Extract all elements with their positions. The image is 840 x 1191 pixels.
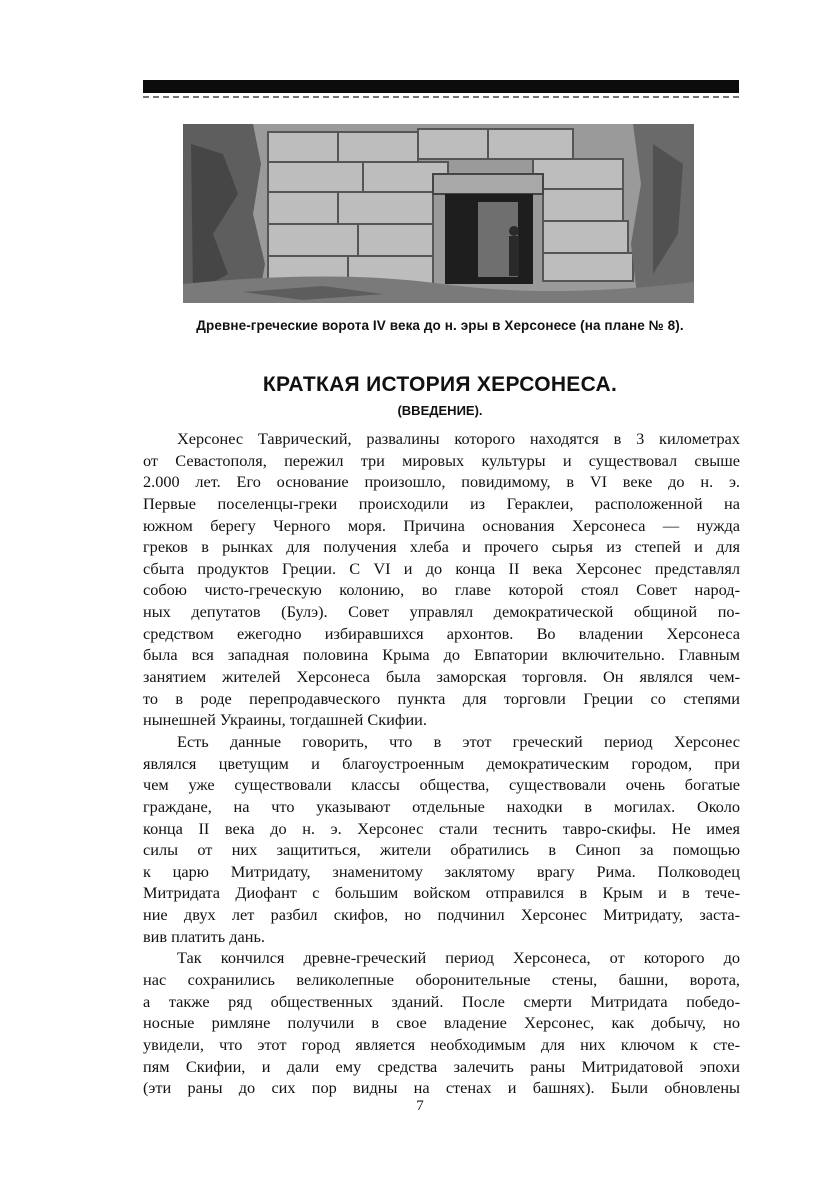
text-line: конца II века до н. э. Херсонес стали теснить тавро-скифы. Не имея bbox=[143, 818, 740, 838]
text-line: нынешней Украины, тогдашней Скифии. bbox=[143, 710, 427, 730]
ancient-gate-photo bbox=[183, 124, 694, 303]
text-line: ных депутатов (Булэ). Совет управлял демократической общиной по- bbox=[143, 602, 740, 622]
text-line: Первые поселенцы-греки происходили из Гераклеи, расположенной на bbox=[143, 493, 740, 513]
page-number: 7 bbox=[416, 1098, 424, 1114]
text-line: 2.000 лет. Его основание произошло, повидимому, в VI веке до н. э. bbox=[143, 472, 740, 492]
text-line: собою чисто-греческую колонию, во главе которой стоял Совет народ- bbox=[143, 580, 740, 600]
text-line: вив платить дань. bbox=[143, 926, 265, 946]
text-line: Есть данные говорить, что в этот греческий период Херсонес bbox=[177, 731, 740, 751]
text-line: являлся цветущим и благоустроенным демократическим городом, при bbox=[143, 753, 740, 773]
text-line: а также ряд общественных зданий. После смерти Митридата победо- bbox=[143, 991, 740, 1011]
article-body bbox=[143, 428, 740, 1099]
text-line: то в роде перепродавческого пункта для торговли Греции со степями bbox=[143, 688, 740, 708]
text-line: средством ежегодно избиравшихся архонтов. Во владении Херсонеса bbox=[143, 623, 740, 643]
page-subtitle: (ВВЕДЕНИЕ). bbox=[397, 403, 483, 418]
text-line: Митридата Диофант с большим войском отправился в Крым и в тече- bbox=[143, 883, 740, 903]
text-line: силы от них защититься, жители обратились в Синоп за помощью bbox=[143, 840, 740, 860]
text-line: носные римляне получили в свое владение Херсонес, как добычу, но bbox=[143, 1013, 740, 1033]
text-line: нас сохранились великолепные оборонительные стены, башни, ворота, bbox=[143, 970, 740, 990]
text-line: ние двух лет разбил скифов, но подчинил Херсонес Митридату, застa- bbox=[143, 905, 740, 925]
text-line: пям Скифии, и дали ему средства залечить раны Митридатовой эпохи bbox=[143, 1056, 740, 1076]
text-line: (эти раны до сих пор видны на стенах и башнях). Были обновлены bbox=[143, 1078, 740, 1098]
header-rule-thin bbox=[143, 96, 739, 98]
text-line: к царю Митридату, знаменитому заклятому врагу Рима. Полководец bbox=[143, 861, 740, 881]
text-line: от Севастополя, пережил три мировых культуры и существовал свыше bbox=[143, 450, 740, 470]
text-line: занятием жителей Херсонеса была заморская торговля. Он являлся чем- bbox=[143, 667, 740, 687]
text-line: южном берегу Черного моря. Причина основания Херсонеса — нужда bbox=[143, 515, 740, 535]
text-line: была вся западная половина Крыма до Евпатории включительно. Главным bbox=[143, 645, 740, 665]
text-line: Херсонес Таврический, развалины которого находятся в 3 километрах bbox=[177, 429, 740, 448]
header-rule-thick bbox=[143, 80, 739, 93]
text-line: увидели, что этот город является необходимым для них ключом к сте- bbox=[143, 1034, 740, 1054]
text-line: Так кончился древне-греческий период Херсонеса, от которого до bbox=[177, 948, 740, 968]
text-line: сбыта продуктов Греции. С VI и до конца II века Херсонес представлял bbox=[143, 558, 740, 578]
page-title: КРАТКАЯ ИСТОРИЯ ХЕРСОНЕСА. bbox=[262, 373, 618, 396]
photo-caption: Древне-греческие ворота IV века до н. эры в Херсонесе (на плане № 8). bbox=[196, 318, 684, 333]
photo-illustration bbox=[183, 124, 694, 303]
text-line: чем уже существовали классы общества, существовали очень богатые bbox=[143, 775, 740, 795]
text-line: граждане, на что указывают отдельные находки в могилах. Около bbox=[143, 796, 740, 816]
text-line: греков в рынках для получения хлеба и прочего сырья из степей и для bbox=[143, 537, 740, 557]
